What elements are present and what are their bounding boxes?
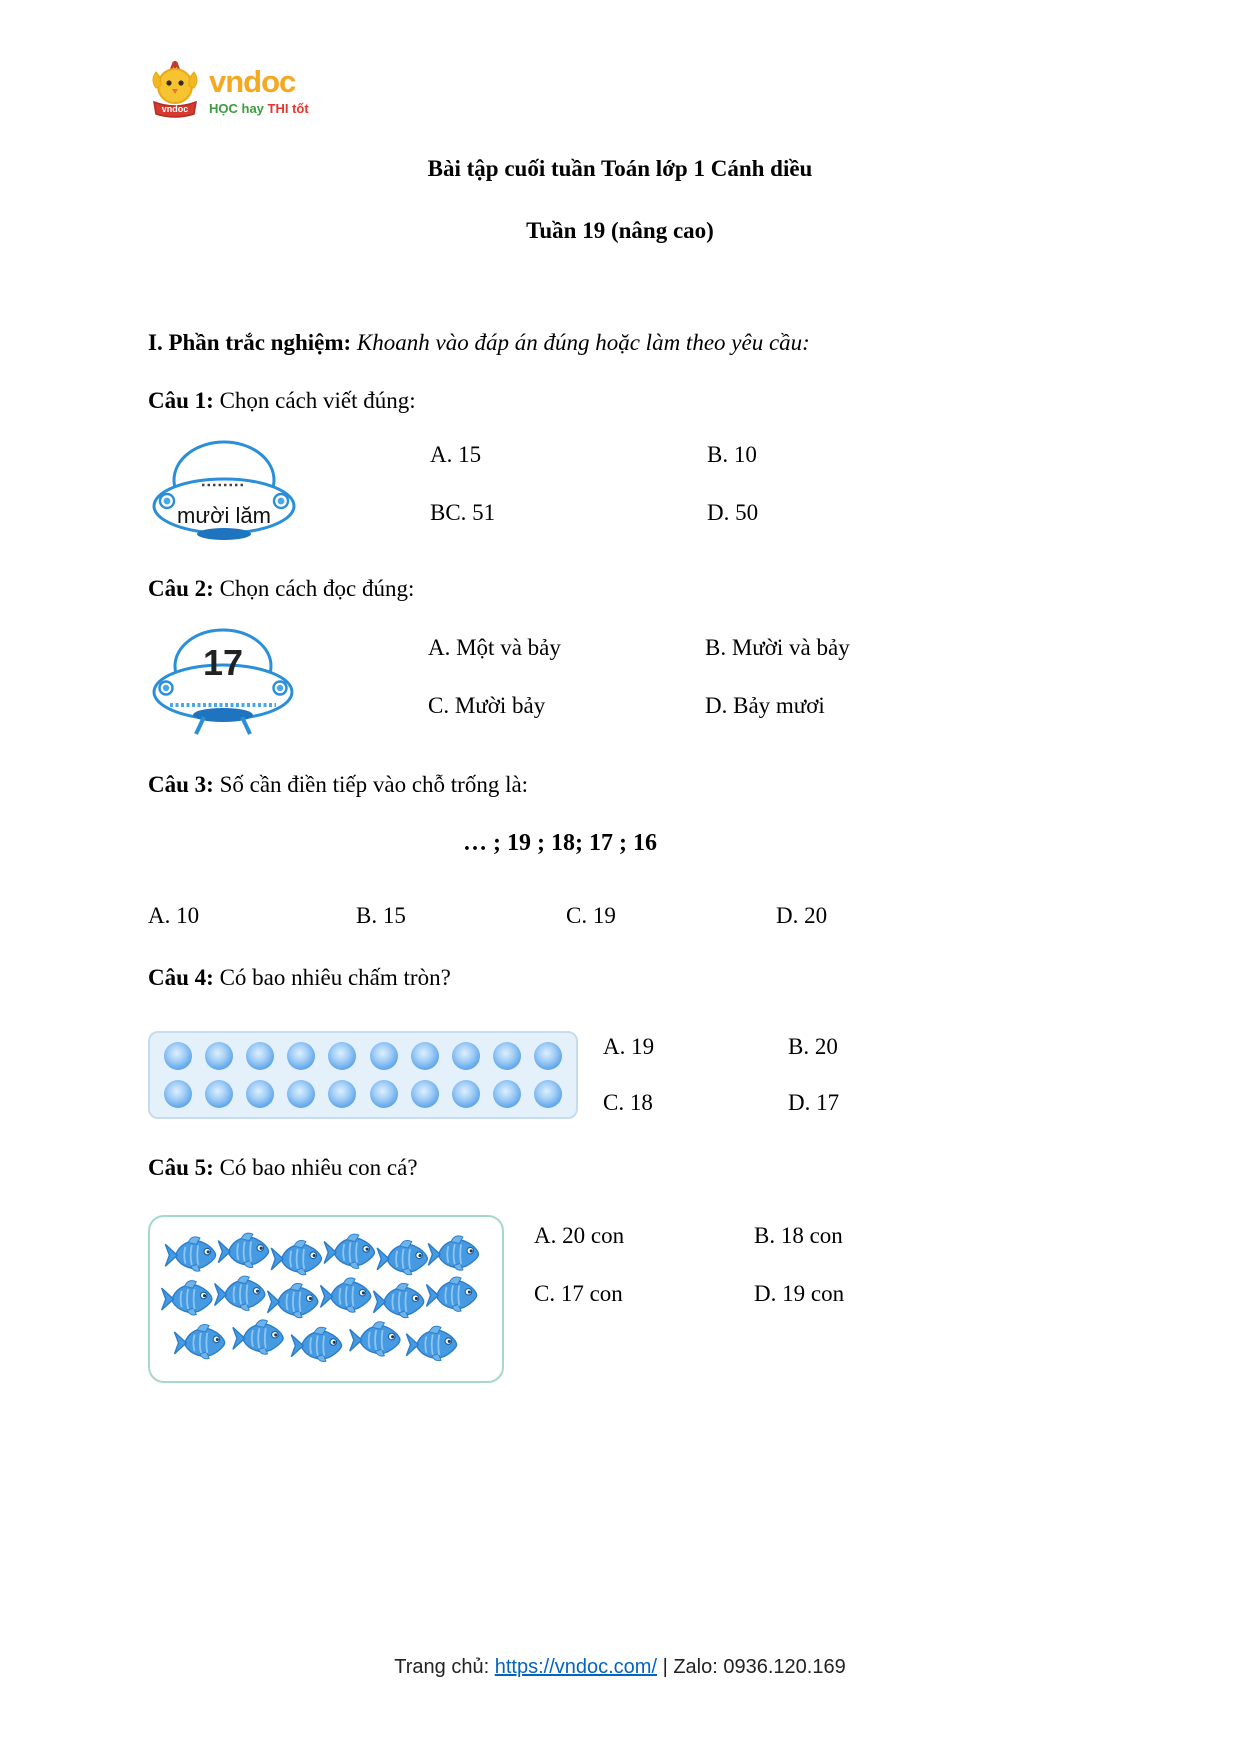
dot — [164, 1080, 192, 1108]
dot — [452, 1080, 480, 1108]
question-2-body — [148, 618, 1092, 736]
dot-grid-image — [148, 1031, 578, 1119]
question-1-body — [148, 428, 1092, 540]
question-4-heading — [148, 965, 1092, 991]
page-title: Bài tập cuối tuần Toán lớp 1 Cánh diều — [427, 156, 813, 181]
q5-option-c: C. 17 con — [534, 1281, 623, 1306]
dot — [534, 1042, 562, 1070]
footer-zalo: Zalo: 0936.120.169 — [673, 1656, 846, 1678]
question-3-heading — [148, 772, 1092, 798]
dot — [411, 1080, 439, 1108]
section-instruction: Khoanh vào đáp án đúng hoặc làm theo yêu cầu: — [356, 330, 810, 355]
q2-option-b: B. Mười và bảy — [705, 635, 850, 660]
dot — [493, 1042, 521, 1070]
dot — [328, 1042, 356, 1070]
logo-brand: vndoc — [209, 64, 296, 99]
fish-icon — [233, 1320, 283, 1354]
q1-option-a: A. 15 — [430, 442, 482, 467]
question-1-options — [430, 442, 1092, 526]
dot — [534, 1080, 562, 1108]
q4-option-a: A. 19 — [603, 1034, 655, 1059]
home-link[interactable]: https://vndoc.com/ — [494, 1656, 658, 1678]
fish-icon — [215, 1276, 265, 1310]
question-2-label: Câu 2: — [148, 576, 214, 601]
dot — [246, 1080, 274, 1108]
section-heading — [148, 330, 1092, 356]
fish-icon — [218, 1233, 268, 1267]
ufo-seventeen-image — [148, 618, 298, 736]
fish-icon — [165, 1237, 215, 1271]
question-3-text: Số cần điền tiếp vào chỗ trống là: — [219, 772, 529, 797]
logo-banner-text: vndoc — [161, 104, 189, 114]
logo-tagline-green: HỌC hay — [209, 101, 264, 116]
footer-separator: | — [662, 1656, 668, 1678]
page-header — [148, 58, 1092, 126]
q2-option-d: D. Bảy mươi — [705, 693, 825, 718]
dot — [205, 1042, 233, 1070]
question-2-text: Chọn cách đọc đúng: — [219, 576, 415, 601]
fish-icon — [406, 1326, 456, 1360]
dot — [328, 1080, 356, 1108]
q3-option-c: C. 19 — [566, 903, 616, 928]
dot — [246, 1042, 274, 1070]
question-1-text: Chọn cách viết đúng: — [219, 388, 416, 413]
question-4-label: Câu 4: — [148, 965, 214, 990]
question-4-text: Có bao nhiêu chấm tròn? — [219, 965, 451, 990]
ufo-fifteen-image — [148, 428, 300, 540]
number-sequence: … ; 19 ; 18; 17 ; 16 — [463, 830, 657, 856]
fish-icon — [377, 1240, 427, 1274]
dot — [411, 1042, 439, 1070]
dot — [205, 1080, 233, 1108]
page-footer — [148, 1656, 1092, 1679]
q1-option-c: BC. 51 — [430, 500, 496, 525]
ufo-seventeen-number: 17 — [202, 642, 244, 683]
q4-option-c: C. 18 — [603, 1090, 653, 1115]
fish-icon — [271, 1240, 321, 1274]
q4-option-b: B. 20 — [788, 1034, 838, 1059]
page-subtitle: Tuần 19 (nâng cao) — [526, 218, 714, 243]
fish-icon — [268, 1283, 318, 1317]
dot — [452, 1042, 480, 1070]
fish-grid-image — [148, 1215, 504, 1383]
dot — [493, 1080, 521, 1108]
q2-option-a: A. Một và bảy — [428, 635, 561, 660]
question-4-body — [148, 1031, 1092, 1119]
fish-icon — [291, 1327, 341, 1361]
dot — [164, 1042, 192, 1070]
q5-option-a: A. 20 con — [534, 1223, 625, 1248]
question-4-options — [603, 1034, 839, 1116]
q2-option-c: C. Mười bảy — [428, 693, 546, 718]
q5-option-b: B. 18 con — [754, 1223, 843, 1248]
question-3-options — [148, 903, 1092, 929]
q3-option-d: D. 20 — [776, 903, 828, 928]
vndoc-logo — [148, 58, 368, 126]
q3-option-b: B. 15 — [356, 903, 406, 928]
fish-icon — [350, 1322, 400, 1356]
question-2-heading — [148, 576, 1092, 602]
section-label: I. Phần trắc nghiệm: — [148, 330, 352, 355]
fish-icon — [321, 1278, 371, 1312]
dot — [370, 1042, 398, 1070]
question-5-options — [534, 1223, 844, 1307]
dot — [287, 1042, 315, 1070]
q4-option-d: D. 17 — [788, 1090, 840, 1115]
fish-grid-svg — [158, 1227, 494, 1373]
logo-tagline — [209, 102, 309, 115]
question-5-heading — [148, 1155, 1092, 1181]
logo-text — [209, 58, 309, 115]
q1-option-b: B. 10 — [707, 442, 757, 467]
q1-option-d: D. 50 — [707, 500, 759, 525]
question-2-options — [428, 635, 1092, 719]
ufo-fifteen-label: mười lăm — [177, 503, 271, 528]
dot — [370, 1080, 398, 1108]
footer-home-label: Trang chủ: — [394, 1656, 490, 1678]
fish-icon — [373, 1283, 423, 1317]
q5-option-d: D. 19 con — [754, 1281, 845, 1306]
question-3-label: Câu 3: — [148, 772, 214, 797]
vndoc-chick-icon — [148, 58, 202, 122]
fish-icon — [162, 1281, 212, 1315]
fish-icon — [428, 1236, 478, 1270]
fish-icon — [426, 1277, 476, 1311]
question-5-body — [148, 1215, 1092, 1383]
question-5-text: Có bao nhiêu con cá? — [219, 1155, 418, 1180]
question-1-heading — [148, 388, 1092, 414]
fish-icon — [324, 1234, 374, 1268]
dot — [287, 1080, 315, 1108]
q3-option-a: A. 10 — [148, 903, 200, 928]
fish-icon — [174, 1324, 224, 1358]
question-5-label: Câu 5: — [148, 1155, 214, 1180]
logo-tagline-red: THI tốt — [267, 101, 309, 116]
question-1-label: Câu 1: — [148, 388, 214, 413]
